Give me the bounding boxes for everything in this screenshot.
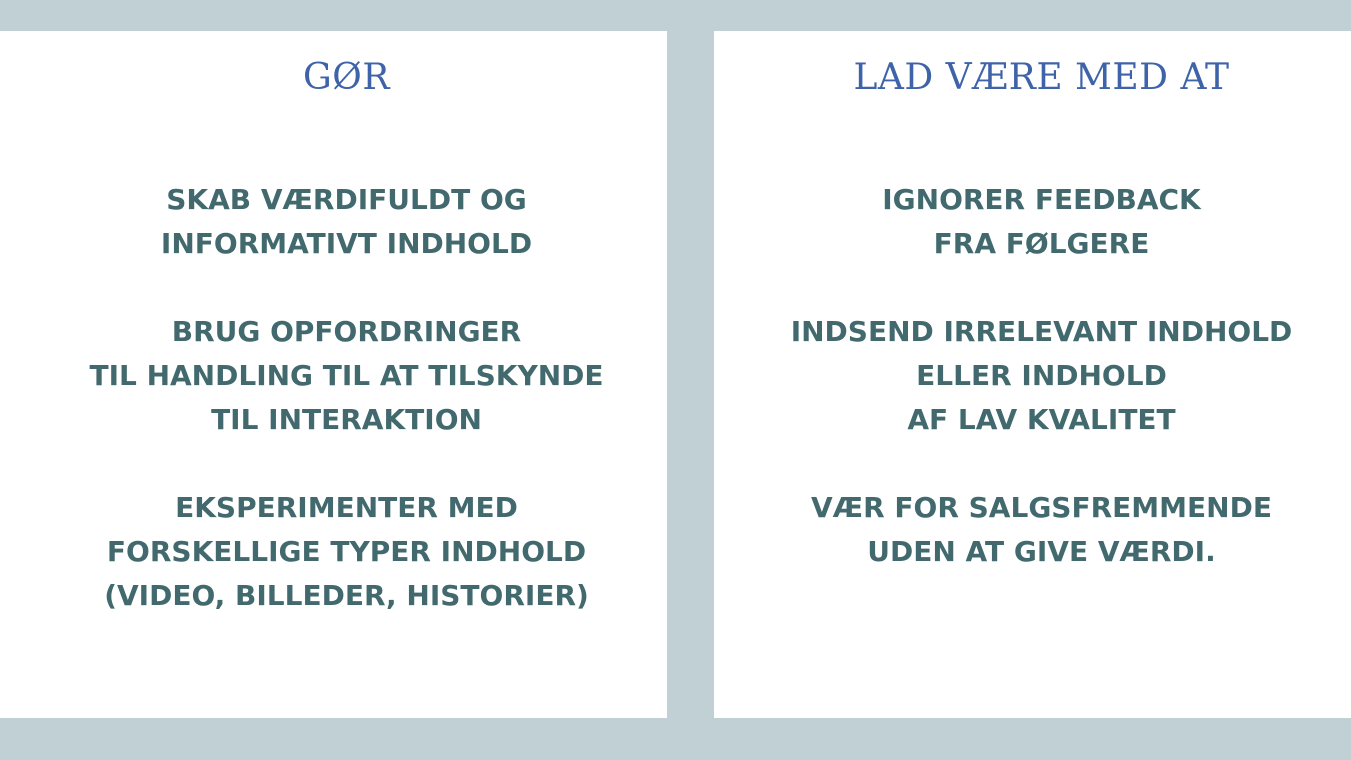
do-item-line: (VIDEO, BILLEDER, HISTORIER) [104, 579, 589, 612]
dont-item-line: ELLER INDHOLD [916, 359, 1167, 392]
do-heading: GØR [303, 57, 390, 98]
do-item [0, 310, 667, 442]
do-item-line: FORSKELLIGE TYPER INDHOLD [106, 535, 587, 568]
dont-item [714, 486, 1351, 574]
do-item-line: EKSPERIMENTER MED [175, 491, 518, 524]
dont-heading: LAD VÆRE MED AT [853, 57, 1230, 98]
dont-item-line: FRA FØLGERE [933, 227, 1150, 260]
do-item-line: TIL HANDLING TIL AT TILSKYNDE [89, 359, 604, 392]
dont-item-line: UDEN AT GIVE VÆRDI. [867, 535, 1216, 568]
do-item-line: TIL INTERAKTION [211, 403, 482, 436]
do-item-line: INFORMATIVT INDHOLD [160, 227, 533, 260]
do-item-line: BRUG OPFORDRINGER [171, 315, 522, 348]
do-item [0, 486, 667, 618]
do-item-line: SKAB VÆRDIFULDT OG [166, 183, 527, 216]
dont-list [714, 178, 1351, 618]
dont-item-line: VÆR FOR SALGSFREMMENDE [811, 491, 1272, 524]
dont-item-line: IGNORER FEEDBACK [882, 183, 1201, 216]
do-list [0, 178, 667, 662]
dont-panel [714, 31, 1351, 718]
do-panel [0, 31, 667, 718]
dont-item-line: INDSEND IRRELEVANT INDHOLD [790, 315, 1293, 348]
dont-item [714, 178, 1351, 266]
do-item [0, 178, 667, 266]
dont-item [714, 310, 1351, 442]
dont-item-line: AF LAV KVALITET [907, 403, 1176, 436]
